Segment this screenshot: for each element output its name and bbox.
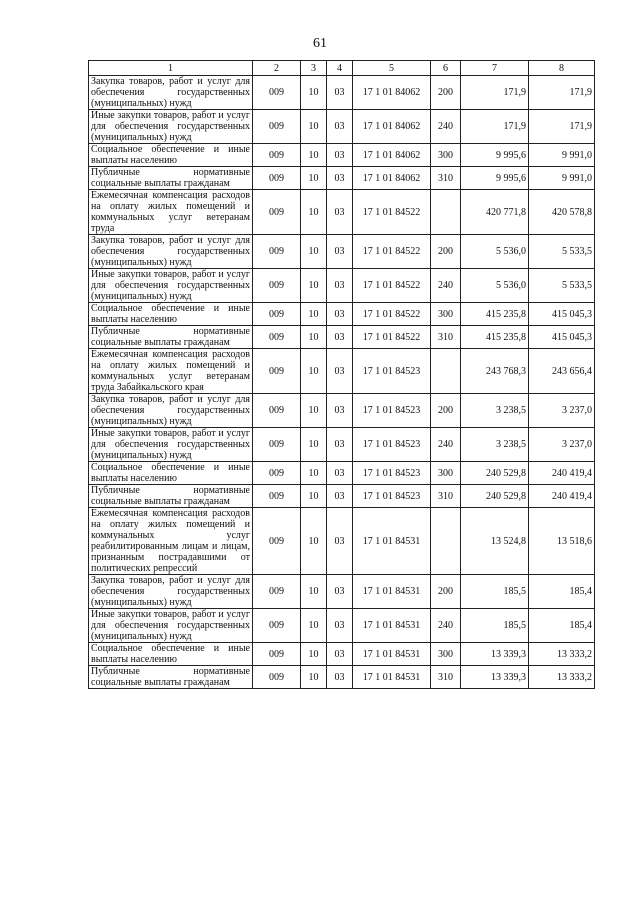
subsection-cell: 03 bbox=[327, 269, 353, 303]
amount-cell: 243 656,4 bbox=[529, 349, 595, 394]
section-cell: 10 bbox=[301, 303, 327, 326]
section-cell: 10 bbox=[301, 326, 327, 349]
table-row bbox=[89, 609, 595, 643]
amount-cell: 415 045,3 bbox=[529, 303, 595, 326]
ministry-code-cell: 009 bbox=[253, 508, 301, 575]
amount-cell: 5 536,0 bbox=[461, 235, 529, 269]
section-cell: 10 bbox=[301, 144, 327, 167]
target-article-cell: 17 1 01 84522 bbox=[353, 269, 431, 303]
ministry-code-cell: 009 bbox=[253, 485, 301, 508]
table-body bbox=[89, 76, 595, 689]
section-cell: 10 bbox=[301, 349, 327, 394]
amount-cell: 5 533,5 bbox=[529, 235, 595, 269]
expense-type-cell: 200 bbox=[431, 575, 461, 609]
expense-type-cell: 200 bbox=[431, 76, 461, 110]
amount-cell: 171,9 bbox=[529, 76, 595, 110]
amount-cell: 13 339,3 bbox=[461, 666, 529, 689]
amount-cell: 5 533,5 bbox=[529, 269, 595, 303]
expense-type-cell: 310 bbox=[431, 167, 461, 190]
section-cell: 10 bbox=[301, 428, 327, 462]
table-row bbox=[89, 167, 595, 190]
amount-cell: 415 235,8 bbox=[461, 303, 529, 326]
table-header-row bbox=[89, 61, 595, 76]
amount-cell: 185,5 bbox=[461, 609, 529, 643]
section-cell: 10 bbox=[301, 269, 327, 303]
expense-type-cell: 240 bbox=[431, 609, 461, 643]
expense-type-cell bbox=[431, 349, 461, 394]
ministry-code-cell: 009 bbox=[253, 666, 301, 689]
row-name-cell: Иные закупки товаров, работ и услуг для обеспечения государственных (муниципальных) нужд bbox=[89, 428, 253, 462]
section-cell: 10 bbox=[301, 485, 327, 508]
table-row bbox=[89, 485, 595, 508]
ministry-code-cell: 009 bbox=[253, 144, 301, 167]
subsection-cell: 03 bbox=[327, 508, 353, 575]
table-row bbox=[89, 110, 595, 144]
subsection-cell: 03 bbox=[327, 326, 353, 349]
column-header: 4 bbox=[327, 61, 353, 76]
budget-table bbox=[88, 60, 595, 689]
ministry-code-cell: 009 bbox=[253, 394, 301, 428]
amount-cell: 3 238,5 bbox=[461, 394, 529, 428]
target-article-cell: 17 1 01 84522 bbox=[353, 235, 431, 269]
section-cell: 10 bbox=[301, 394, 327, 428]
amount-cell: 185,4 bbox=[529, 609, 595, 643]
subsection-cell: 03 bbox=[327, 110, 353, 144]
ministry-code-cell: 009 bbox=[253, 110, 301, 144]
ministry-code-cell: 009 bbox=[253, 303, 301, 326]
amount-cell: 13 339,3 bbox=[461, 643, 529, 666]
expense-type-cell: 310 bbox=[431, 666, 461, 689]
ministry-code-cell: 009 bbox=[253, 269, 301, 303]
subsection-cell: 03 bbox=[327, 485, 353, 508]
table-row bbox=[89, 269, 595, 303]
expense-type-cell: 300 bbox=[431, 643, 461, 666]
subsection-cell: 03 bbox=[327, 462, 353, 485]
row-name-cell: Иные закупки товаров, работ и услуг для обеспечения государственных (муниципальных) нужд bbox=[89, 609, 253, 643]
ministry-code-cell: 009 bbox=[253, 428, 301, 462]
amount-cell: 243 768,3 bbox=[461, 349, 529, 394]
target-article-cell: 17 1 01 84531 bbox=[353, 643, 431, 666]
row-name-cell: Закупка товаров, работ и услуг для обеспечения государственных (муниципальных) нужд bbox=[89, 76, 253, 110]
table-row bbox=[89, 666, 595, 689]
ministry-code-cell: 009 bbox=[253, 643, 301, 666]
target-article-cell: 17 1 01 84531 bbox=[353, 666, 431, 689]
table-row bbox=[89, 428, 595, 462]
target-article-cell: 17 1 01 84523 bbox=[353, 349, 431, 394]
section-cell: 10 bbox=[301, 190, 327, 235]
amount-cell: 240 529,8 bbox=[461, 485, 529, 508]
amount-cell: 9 995,6 bbox=[461, 167, 529, 190]
amount-cell: 420 771,8 bbox=[461, 190, 529, 235]
expense-type-cell bbox=[431, 508, 461, 575]
table-row bbox=[89, 326, 595, 349]
row-name-cell: Социальное обеспечение и иные выплаты населению bbox=[89, 462, 253, 485]
target-article-cell: 17 1 01 84531 bbox=[353, 609, 431, 643]
amount-cell: 13 333,2 bbox=[529, 643, 595, 666]
amount-cell: 9 995,6 bbox=[461, 144, 529, 167]
subsection-cell: 03 bbox=[327, 144, 353, 167]
subsection-cell: 03 bbox=[327, 190, 353, 235]
amount-cell: 171,9 bbox=[529, 110, 595, 144]
table-row bbox=[89, 144, 595, 167]
amount-cell: 171,9 bbox=[461, 76, 529, 110]
table-row bbox=[89, 575, 595, 609]
section-cell: 10 bbox=[301, 575, 327, 609]
section-cell: 10 bbox=[301, 643, 327, 666]
section-cell: 10 bbox=[301, 76, 327, 110]
column-header: 6 bbox=[431, 61, 461, 76]
row-name-cell: Ежемесячная компенсация расходов на оплату жилых помещений и коммунальных услуг ветеранам труда bbox=[89, 190, 253, 235]
subsection-cell: 03 bbox=[327, 575, 353, 609]
row-name-cell: Закупка товаров, работ и услуг для обеспечения государственных (муниципальных) нужд bbox=[89, 394, 253, 428]
amount-cell: 3 237,0 bbox=[529, 428, 595, 462]
target-article-cell: 17 1 01 84522 bbox=[353, 326, 431, 349]
amount-cell: 415 235,8 bbox=[461, 326, 529, 349]
expense-type-cell: 200 bbox=[431, 394, 461, 428]
row-name-cell: Закупка товаров, работ и услуг для обеспечения государственных (муниципальных) нужд bbox=[89, 235, 253, 269]
row-name-cell: Закупка товаров, работ и услуг для обеспечения государственных (муниципальных) нужд bbox=[89, 575, 253, 609]
amount-cell: 185,4 bbox=[529, 575, 595, 609]
ministry-code-cell: 009 bbox=[253, 235, 301, 269]
subsection-cell: 03 bbox=[327, 609, 353, 643]
ministry-code-cell: 009 bbox=[253, 462, 301, 485]
subsection-cell: 03 bbox=[327, 235, 353, 269]
section-cell: 10 bbox=[301, 110, 327, 144]
expense-type-cell: 200 bbox=[431, 235, 461, 269]
amount-cell: 420 578,8 bbox=[529, 190, 595, 235]
table-row bbox=[89, 235, 595, 269]
section-cell: 10 bbox=[301, 508, 327, 575]
column-header: 8 bbox=[529, 61, 595, 76]
section-cell: 10 bbox=[301, 666, 327, 689]
expense-type-cell: 300 bbox=[431, 303, 461, 326]
ministry-code-cell: 009 bbox=[253, 76, 301, 110]
row-name-cell: Социальное обеспечение и иные выплаты населению bbox=[89, 144, 253, 167]
row-name-cell: Публичные нормативные социальные выплаты гражданам bbox=[89, 666, 253, 689]
table-row bbox=[89, 76, 595, 110]
amount-cell: 240 419,4 bbox=[529, 485, 595, 508]
section-cell: 10 bbox=[301, 235, 327, 269]
amount-cell: 13 333,2 bbox=[529, 666, 595, 689]
target-article-cell: 17 1 01 84523 bbox=[353, 485, 431, 508]
target-article-cell: 17 1 01 84062 bbox=[353, 110, 431, 144]
subsection-cell: 03 bbox=[327, 643, 353, 666]
subsection-cell: 03 bbox=[327, 428, 353, 462]
section-cell: 10 bbox=[301, 462, 327, 485]
subsection-cell: 03 bbox=[327, 303, 353, 326]
amount-cell: 13 518,6 bbox=[529, 508, 595, 575]
amount-cell: 5 536,0 bbox=[461, 269, 529, 303]
section-cell: 10 bbox=[301, 609, 327, 643]
column-header: 5 bbox=[353, 61, 431, 76]
row-name-cell: Социальное обеспечение и иные выплаты населению bbox=[89, 643, 253, 666]
ministry-code-cell: 009 bbox=[253, 349, 301, 394]
table-row bbox=[89, 303, 595, 326]
row-name-cell: Публичные нормативные социальные выплаты гражданам bbox=[89, 167, 253, 190]
amount-cell: 171,9 bbox=[461, 110, 529, 144]
target-article-cell: 17 1 01 84062 bbox=[353, 144, 431, 167]
ministry-code-cell: 009 bbox=[253, 575, 301, 609]
expense-type-cell: 310 bbox=[431, 326, 461, 349]
target-article-cell: 17 1 01 84522 bbox=[353, 303, 431, 326]
expense-type-cell: 240 bbox=[431, 269, 461, 303]
subsection-cell: 03 bbox=[327, 349, 353, 394]
target-article-cell: 17 1 01 84531 bbox=[353, 508, 431, 575]
page-number: 61 bbox=[313, 36, 327, 51]
target-article-cell: 17 1 01 84531 bbox=[353, 575, 431, 609]
table-row bbox=[89, 190, 595, 235]
column-header: 2 bbox=[253, 61, 301, 76]
target-article-cell: 17 1 01 84523 bbox=[353, 428, 431, 462]
target-article-cell: 17 1 01 84522 bbox=[353, 190, 431, 235]
row-name-cell: Ежемесячная компенсация расходов на оплату жилых помещений и коммунальных услуг ветеранам труда Забайкальского края bbox=[89, 349, 253, 394]
ministry-code-cell: 009 bbox=[253, 167, 301, 190]
row-name-cell: Социальное обеспечение и иные выплаты населению bbox=[89, 303, 253, 326]
target-article-cell: 17 1 01 84062 bbox=[353, 167, 431, 190]
expense-type-cell: 310 bbox=[431, 485, 461, 508]
table-row bbox=[89, 349, 595, 394]
target-article-cell: 17 1 01 84523 bbox=[353, 462, 431, 485]
amount-cell: 9 991,0 bbox=[529, 144, 595, 167]
column-header: 3 bbox=[301, 61, 327, 76]
table-row bbox=[89, 462, 595, 485]
table-row bbox=[89, 508, 595, 575]
column-header: 1 bbox=[89, 61, 253, 76]
ministry-code-cell: 009 bbox=[253, 326, 301, 349]
expense-type-cell bbox=[431, 190, 461, 235]
subsection-cell: 03 bbox=[327, 666, 353, 689]
row-name-cell: Публичные нормативные социальные выплаты гражданам bbox=[89, 326, 253, 349]
expense-type-cell: 300 bbox=[431, 462, 461, 485]
row-name-cell: Иные закупки товаров, работ и услуг для обеспечения государственных (муниципальных) нужд bbox=[89, 269, 253, 303]
amount-cell: 240 419,4 bbox=[529, 462, 595, 485]
subsection-cell: 03 bbox=[327, 76, 353, 110]
row-name-cell: Ежемесячная компенсация расходов на оплату жилых помещений и коммунальных услуг реабилитированным лицам и лицам, признанным пострадавшими от политических репрессий bbox=[89, 508, 253, 575]
section-cell: 10 bbox=[301, 167, 327, 190]
ministry-code-cell: 009 bbox=[253, 609, 301, 643]
row-name-cell: Иные закупки товаров, работ и услуг для обеспечения государственных (муниципальных) нужд bbox=[89, 110, 253, 144]
target-article-cell: 17 1 01 84062 bbox=[353, 76, 431, 110]
expense-type-cell: 240 bbox=[431, 110, 461, 144]
expense-type-cell: 300 bbox=[431, 144, 461, 167]
column-header: 7 bbox=[461, 61, 529, 76]
ministry-code-cell: 009 bbox=[253, 190, 301, 235]
amount-cell: 9 991,0 bbox=[529, 167, 595, 190]
row-name-cell: Публичные нормативные социальные выплаты гражданам bbox=[89, 485, 253, 508]
amount-cell: 13 524,8 bbox=[461, 508, 529, 575]
amount-cell: 185,5 bbox=[461, 575, 529, 609]
amount-cell: 240 529,8 bbox=[461, 462, 529, 485]
expense-type-cell: 240 bbox=[431, 428, 461, 462]
table-row bbox=[89, 643, 595, 666]
target-article-cell: 17 1 01 84523 bbox=[353, 394, 431, 428]
subsection-cell: 03 bbox=[327, 394, 353, 428]
amount-cell: 3 238,5 bbox=[461, 428, 529, 462]
amount-cell: 3 237,0 bbox=[529, 394, 595, 428]
subsection-cell: 03 bbox=[327, 167, 353, 190]
table-row bbox=[89, 394, 595, 428]
amount-cell: 415 045,3 bbox=[529, 326, 595, 349]
